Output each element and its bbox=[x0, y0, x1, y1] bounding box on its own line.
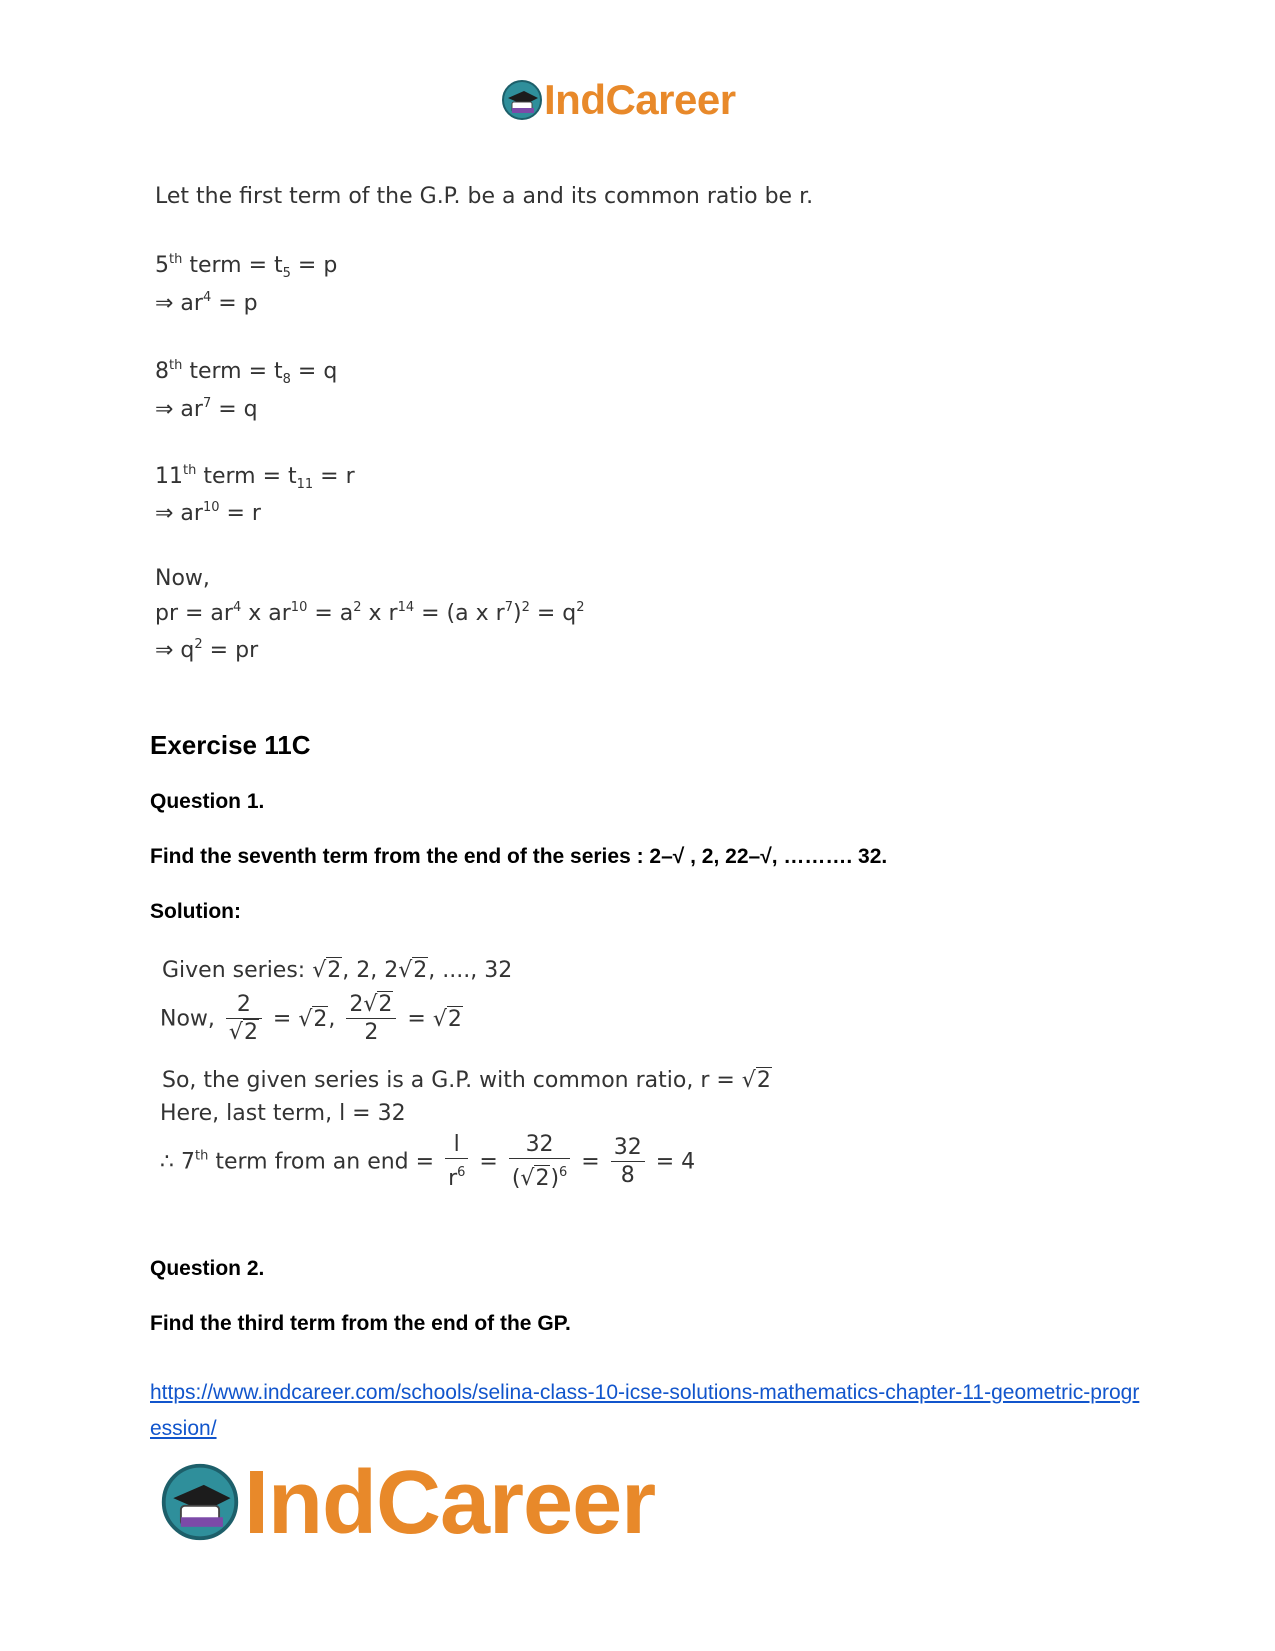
eleventh-term-equation: ⇒ $ar^{10} = r$ bbox=[155, 500, 261, 526]
graduation-globe-icon bbox=[158, 1460, 242, 1544]
exercise-title: Exercise 11C bbox=[150, 730, 311, 760]
source-link[interactable]: https://www.indcareer.com/schools/selina-class-10-icse-solutions-mathematics-chapter-11-geometric-progression/ bbox=[150, 1381, 1140, 1440]
header-logo-text: IndCareer bbox=[544, 76, 736, 123]
footer-logo bbox=[158, 1453, 718, 1558]
question-2-text: Find the third term from the end of the GP. bbox=[150, 1312, 571, 1335]
intro-line: Let the first term of the G.P. be a and its common ratio be r. bbox=[155, 184, 814, 209]
eleventh-term-line: 11th term = $t_{11} = r$ bbox=[155, 463, 355, 492]
footer-logo-text: IndCareer bbox=[244, 1453, 656, 1553]
header-logo bbox=[500, 78, 800, 130]
common-ratio-line: So, the given series is a G.P. with common ratio, r = √2 bbox=[162, 1068, 771, 1093]
eighth-term-line: 8th term = $t_8 = q$ bbox=[155, 358, 338, 387]
fifth-term-equation: ⇒ $ar^4 = p$ bbox=[155, 290, 258, 316]
final-equation: ⇒ $q^2$ = pr bbox=[155, 637, 259, 663]
ratio-check: Now, $\frac{2}{√2}$ = √2, $\frac{2√2}{2}$ = √2 bbox=[160, 992, 462, 1045]
question-1-label: Question 1. bbox=[150, 790, 265, 813]
given-series: Given series: √2, 2, 2√2, ...., 32 bbox=[162, 958, 513, 983]
now-label: Now, bbox=[155, 566, 210, 591]
question-2-label: Question 2. bbox=[150, 1257, 265, 1280]
fifth-term-line: 5th term = $t_5 = p$ bbox=[155, 252, 338, 281]
pr-equation: pr = $ar^4$ x $ar^{10} = a^2$ x $r^{14} = (a$ x $r^7)^2 = q^2$ bbox=[155, 600, 585, 626]
graduation-globe-icon bbox=[500, 78, 544, 122]
seventh-term-result: ∴ 7th term from an end = $\frac{l}{r^6}$ = $\frac{32}{(√2)^6}$ = $\frac{32}{8}$ = 4 bbox=[160, 1132, 696, 1191]
eighth-term-equation: ⇒ $ar^7 = q$ bbox=[155, 396, 258, 422]
last-term-line: Here, last term, l = 32 bbox=[160, 1101, 406, 1126]
solution-label: Solution: bbox=[150, 900, 241, 923]
question-1-text: Find the seventh term from the end of the series : 2–√ , 2, 22–√, ………. 32. bbox=[150, 845, 888, 868]
